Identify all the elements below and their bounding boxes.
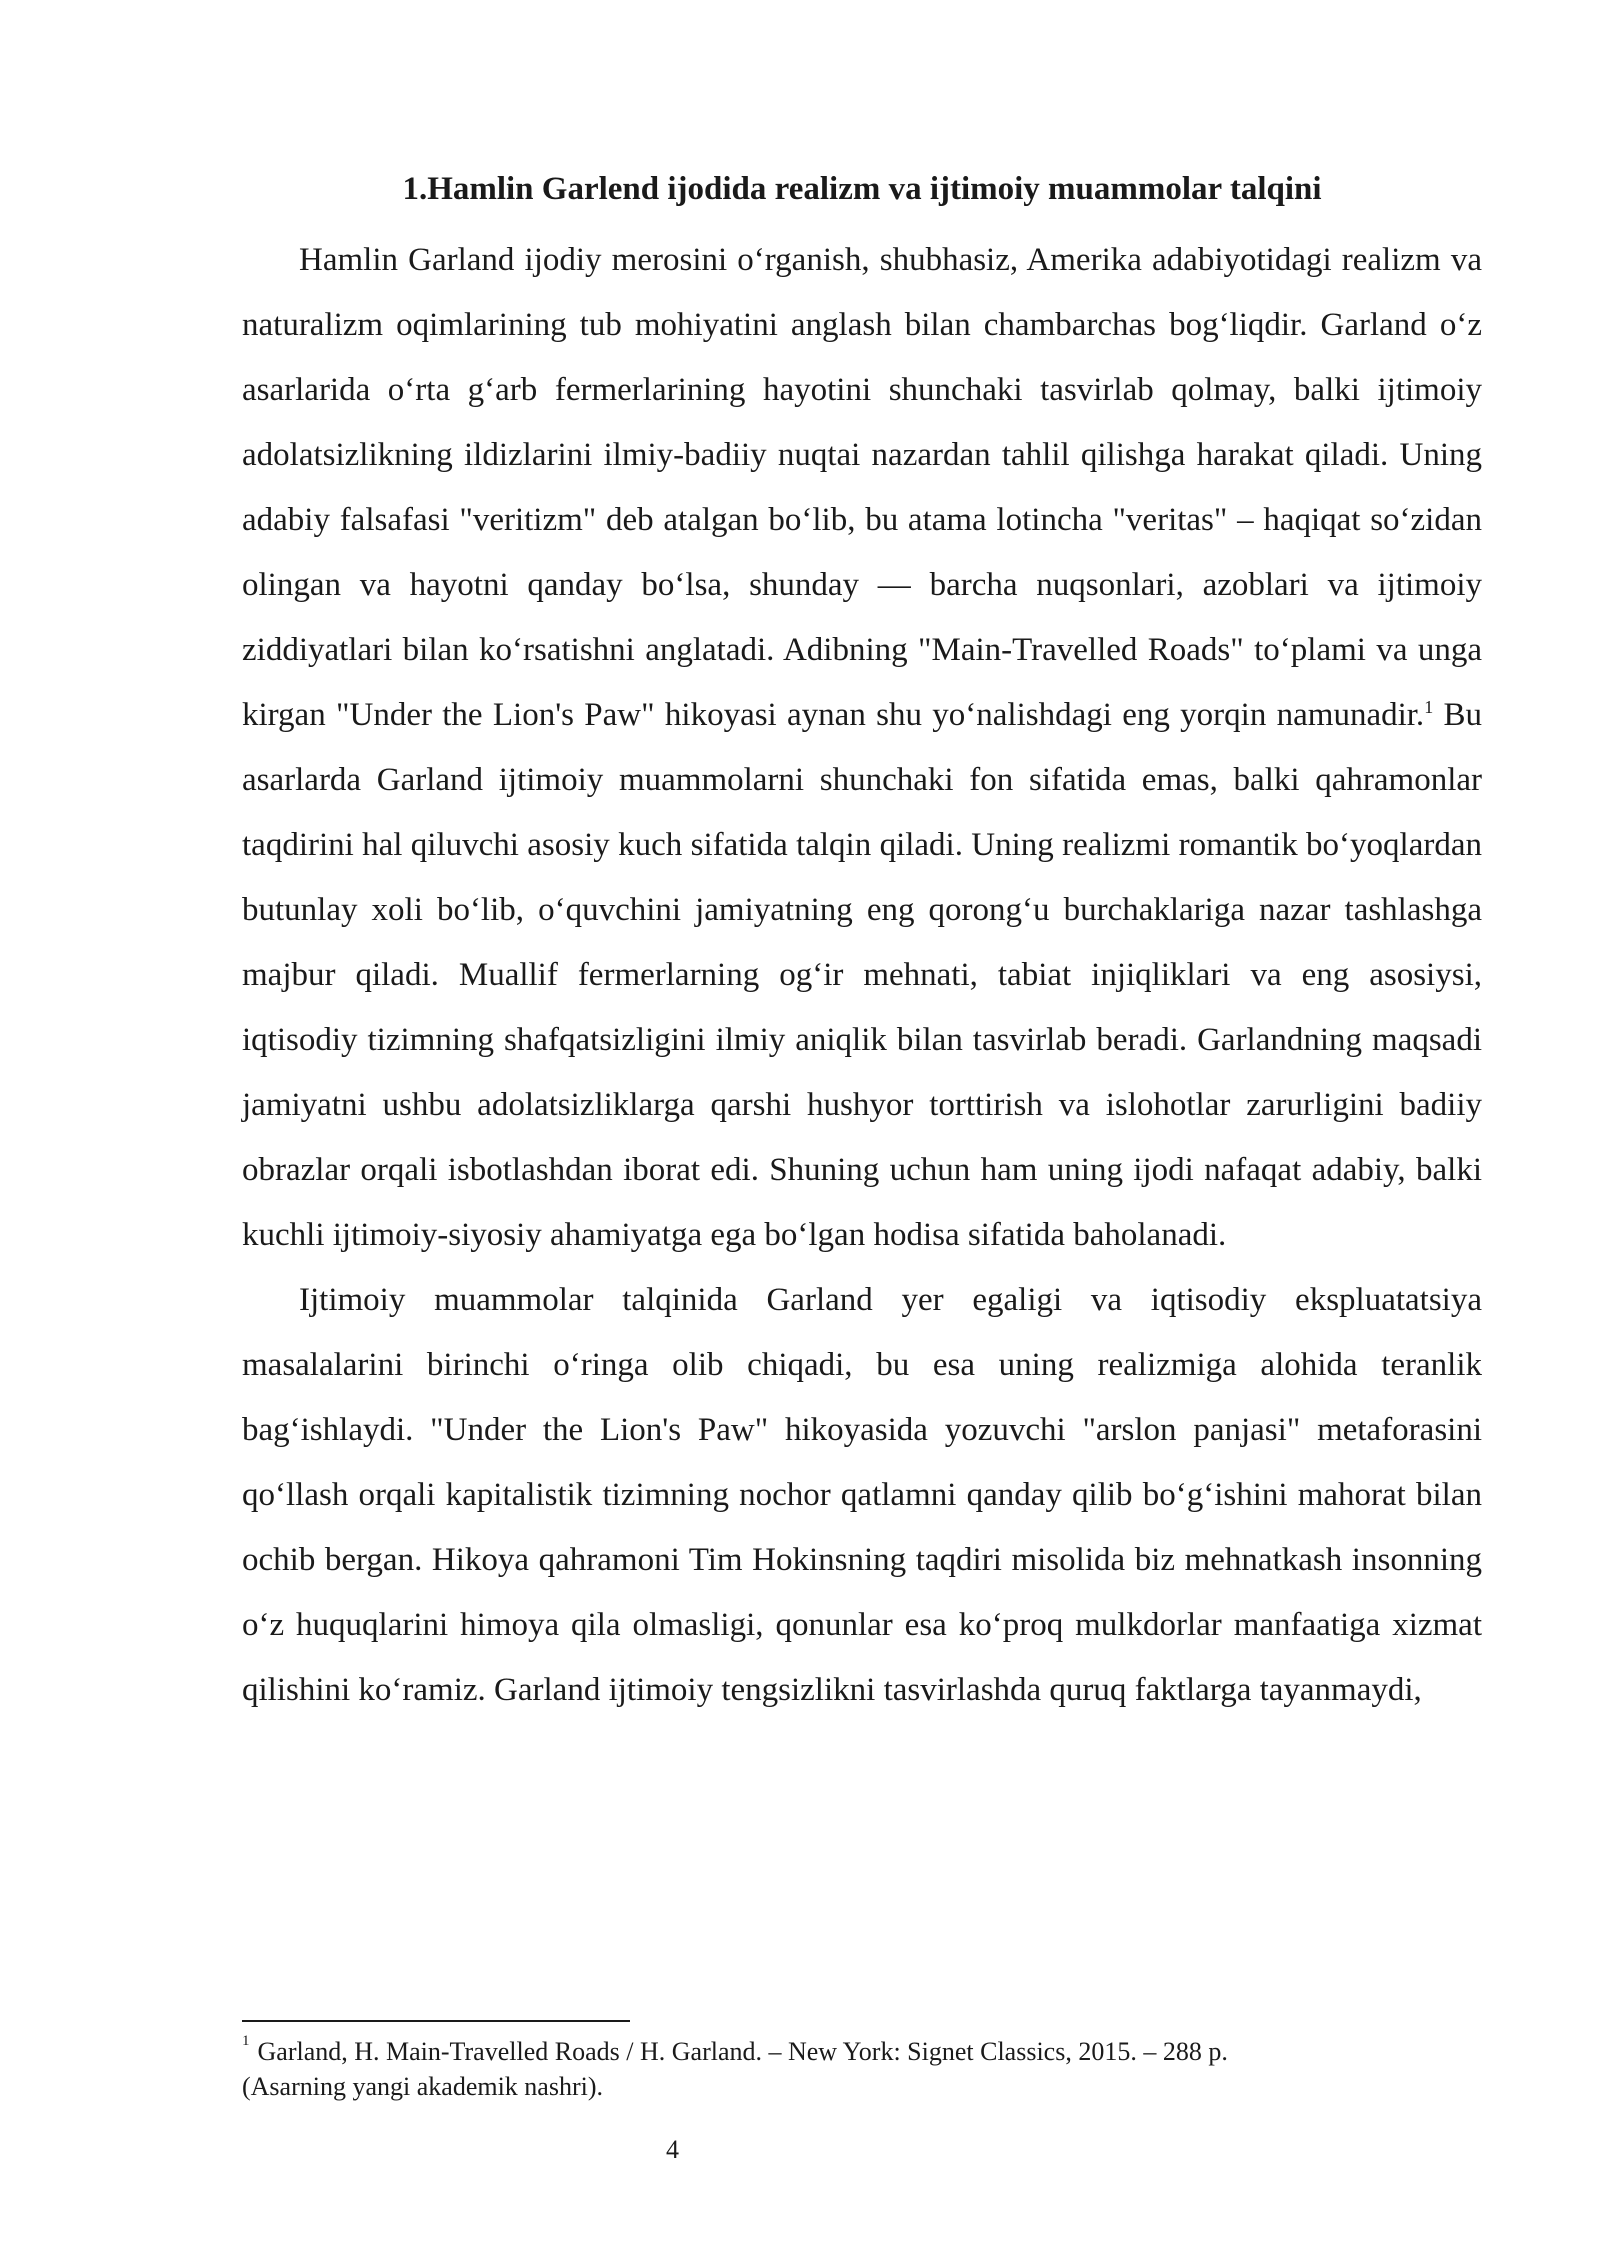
section-heading: 1.Hamlin Garlend ijodida realizm va ijtimoiy muammolar talqini bbox=[402, 171, 1322, 207]
page-number: 4 bbox=[666, 2135, 679, 2164]
footnote-line-1 bbox=[242, 2034, 1482, 2069]
paragraph-2: Ijtimoiy muammolar talqinida Garland yer egaligi va iqtisodiy ekspluatatsiya masalalarini birinchi o‘ringa olib chiqadi, bu esa uning realizmiga alohida teranlik bag‘ishlaydi. "Under the Lion's Paw" hikoyasida yozuvchi "arslon panjasi" metaforasini qo‘llash orqali kapitalistik tizimning nochor qatlamni qanday qilib bo‘g‘ishini mahorat bilan ochib bergan. Hikoya qahramoni Tim Hokinsning taqdiri misolida biz mehnatkash insonning o‘z huquqlarini himoya qila olmasligi, qonunlar esa ko‘proq mulkdorlar manfaatiga xizmat qilishini ko‘ramiz. Garland ijtimoiy tengsizlikni tasvirlashda quruq faktlarga tayanmaydi, bbox=[242, 1282, 1482, 1708]
paragraph-1-text-a: Hamlin Garland ijodiy merosini o‘rganish, shubhasiz, Amerika adabiyotidagi realizm va naturalizm oqimlarining tub mohiyatini anglash bilan chambarchas bog‘liqdir. Garland o‘z asarlarida o‘rta g‘arb fermerlarining hayotini shunchaki tasvirlab qolmay, balki ijtimoiy adolatsizlikning ildizlarini ilmiy-badiiy nuqtai nazardan tahlil qilishga harakat qiladi. Uning adabiy falsafasi "veritizm" deb atalgan bo‘lib, bu atama lotincha "veritas" – haqiqat so‘zidan olingan va hayotni qanday bo‘lsa, shunday — barcha nuqsonlari, azoblari va ijtimoiy ziddiyatlari bilan ko‘rsatishni anglatadi. Adibning "Main-Travelled Roads" to‘plami va unga kirgan "Under the Lion's Paw" hikoyasi aynan shu yo‘nalishdagi eng yorqin namunadir. bbox=[242, 242, 1482, 733]
body-text bbox=[242, 228, 1482, 1723]
footnote bbox=[242, 2034, 1482, 2104]
paragraph-1-text-b: Bu asarlarda Garland ijtimoiy muammolarni shunchaki fon sifatida emas, balki qahramonlar taqdirini hal qiluvchi asosiy kuch sifatida talqin qiladi. Uning realizmi romantik bo‘yoqlardan butunlay xoli bo‘lib, o‘quvchini jamiyatning eng qorong‘u burchaklariga nazar tashlashga majbur qiladi. Muallif fermerlarning og‘ir mehnati, tabiat injiqliklari va eng asosiysi, iqtisodiy tizimning shafqatsizligini ilmiy aniqlik bilan tasvirlab beradi. Garlandning maqsadi jamiyatni ushbu adolatsizliklarga qarshi hushyor torttirish va islohotlar zarurligini badiiy obrazlar orqali isbotlashdan iborat edi. Shuning uchun ham uning ijodi nafaqat adabiy, balki kuchli ijtimoiy-siyosiy ahamiyatga ega bo‘lgan hodisa sifatida baholanadi. bbox=[242, 697, 1483, 1253]
footnote-separator bbox=[242, 2020, 630, 2022]
footnote-reference[interactable]: 1 bbox=[1424, 697, 1434, 717]
footnote-line-2: (Asarning yangi akademik nashri). bbox=[242, 2072, 604, 2101]
footnote-mark: 1 bbox=[242, 2033, 250, 2049]
footnote-citation: Garland, H. Main-Travelled Roads / H. Garland. – New York: Signet Classics, 2015. – 288 p. bbox=[257, 2037, 1228, 2066]
paragraph-1 bbox=[242, 228, 1482, 1268]
